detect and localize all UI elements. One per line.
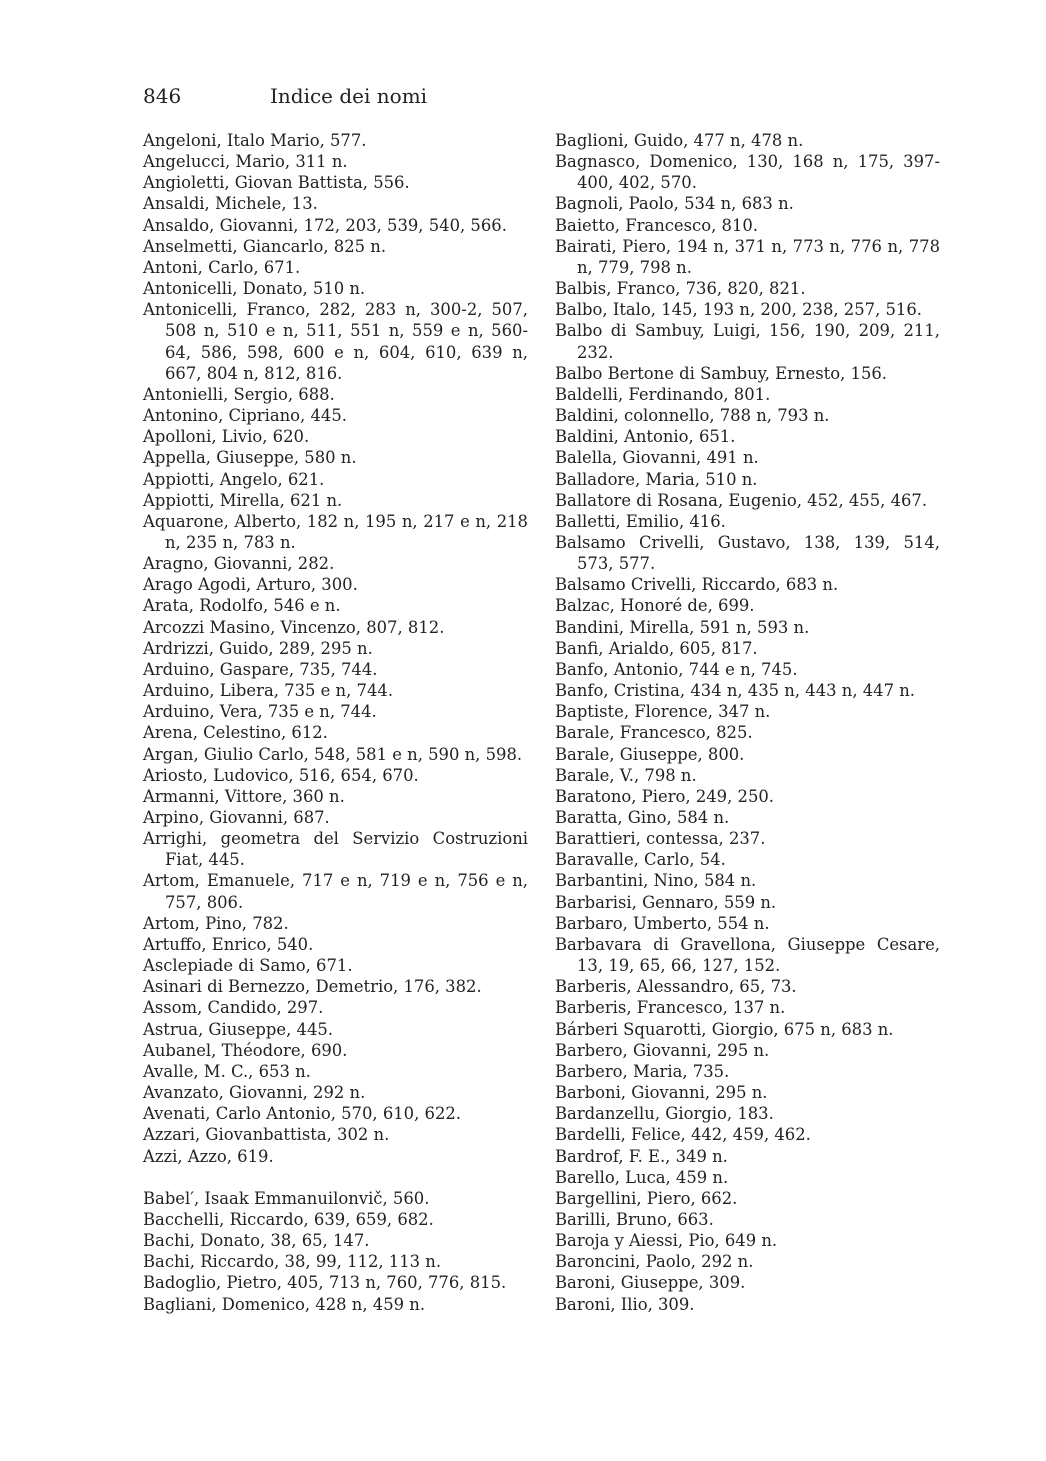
- index-entry: Bagliani, Domenico, 428 n, 459 n.: [143, 1294, 426, 1314]
- index-entry: Aubanel, Théodore, 690.: [143, 1040, 348, 1060]
- index-entry: Bairati, Piero, 194 n, 371 n, 773 n, 776 n, 778 n, 779, 798 n.: [555, 236, 940, 277]
- index-entry: Arduino, Libera, 735 e n, 744.: [143, 681, 394, 701]
- index-entry: Antonino, Cipriano, 445.: [143, 406, 347, 426]
- index-entry: Asinari di Bernezzo, Demetrio, 176, 382.: [143, 977, 482, 997]
- index-entry: Barboni, Giovanni, 295 n.: [555, 1083, 768, 1103]
- index-entry: Antonielli, Sergio, 688.: [143, 384, 335, 404]
- index-entry: Bagnoli, Paolo, 534 n, 683 n.: [555, 194, 794, 214]
- index-entry: Anselmetti, Giancarlo, 825 n.: [143, 236, 387, 256]
- index-entry: Baptiste, Florence, 347 n.: [555, 702, 771, 722]
- index-entry: Baroni, Ilio, 309.: [555, 1294, 695, 1314]
- index-entry: Balbo, Italo, 145, 193 n, 200, 238, 257, 516.: [555, 300, 922, 320]
- index-entry: Barilli, Bruno, 663.: [555, 1209, 714, 1229]
- index-entry: Asclepiade di Samo, 671.: [143, 956, 353, 976]
- index-entry: Arrighi, geometra del Servizio Costruzioni Fiat, 445.: [143, 829, 528, 870]
- index-column-left: [143, 130, 528, 1315]
- index-entry: Angelucci, Mario, 311 n.: [143, 152, 348, 172]
- index-entry: Baratono, Piero, 249, 250.: [555, 786, 775, 806]
- index-entry: Baroncini, Paolo, 292 n.: [555, 1252, 754, 1272]
- index-entry: Barbaro, Umberto, 554 n.: [555, 913, 770, 933]
- index-entry: Aquarone, Alberto, 182 n, 195 n, 217 e n, 218 n, 235 n, 783 n.: [143, 511, 528, 552]
- index-entry: Apolloni, Livio, 620.: [143, 427, 310, 447]
- index-entry: Azzi, Azzo, 619.: [143, 1146, 274, 1166]
- index-entry: Balella, Giovanni, 491 n.: [555, 448, 759, 468]
- index-entry: Baratta, Gino, 584 n.: [555, 808, 730, 827]
- index-entry: Angeloni, Italo Mario, 577.: [143, 131, 367, 150]
- index-entry: Barale, Francesco, 825.: [555, 723, 753, 743]
- running-header: [143, 84, 427, 108]
- index-entry: Appiotti, Angelo, 621.: [143, 469, 325, 489]
- index-entry: Bagnasco, Domenico, 130, 168 n, 175, 397-400, 402, 570.: [555, 152, 940, 193]
- index-entry: Bardanzellu, Giorgio, 183.: [555, 1104, 774, 1124]
- index-entry: Baravalle, Carlo, 54.: [555, 850, 726, 870]
- index-entry: Baroja y Aiessi, Pio, 649 n.: [555, 1231, 778, 1251]
- index-entry: Banfo, Antonio, 744 e n, 745.: [555, 659, 798, 679]
- index-entry: Angioletti, Giovan Battista, 556.: [143, 173, 410, 193]
- index-entry: Appiotti, Mirella, 621 n.: [143, 490, 343, 510]
- index-entry: Barberis, Alessandro, 65, 73.: [555, 977, 797, 997]
- index-entry: Aragno, Giovanni, 282.: [143, 554, 335, 574]
- index-entry: Baietto, Francesco, 810.: [555, 215, 759, 235]
- index-entry: Barbero, Giovanni, 295 n.: [555, 1040, 770, 1060]
- index-entry: Barattieri, contessa, 237.: [555, 829, 766, 849]
- index-entry: Barbarisi, Gennaro, 559 n.: [555, 892, 777, 912]
- index-entry: Artom, Pino, 782.: [143, 913, 289, 933]
- index-entry: Balletti, Emilio, 416.: [555, 511, 726, 531]
- index-entry: Bargellini, Piero, 662.: [555, 1188, 738, 1208]
- index-entry: Baldelli, Ferdinando, 801.: [555, 384, 771, 404]
- index-entry: Arata, Rodolfo, 546 e n.: [143, 596, 341, 616]
- section-gap: [143, 1167, 528, 1188]
- index-entry: Bardelli, Felice, 442, 459, 462.: [555, 1125, 811, 1145]
- index-entry: Ardrizzi, Guido, 289, 295 n.: [143, 638, 373, 658]
- index-entry: Balbo Bertone di Sambuy, Ernesto, 156.: [555, 363, 888, 383]
- index-entry: Artuffo, Enrico, 540.: [143, 934, 314, 954]
- index-entry: Baldini, colonnello, 788 n, 793 n.: [555, 406, 830, 426]
- index-entry: Arena, Celestino, 612.: [143, 723, 328, 743]
- index-entry: Arpino, Giovanni, 687.: [143, 808, 330, 827]
- index-entry: Balbo di Sambuy, Luigi, 156, 190, 209, 211, 232.: [555, 321, 940, 362]
- index-entry: Balladore, Maria, 510 n.: [555, 469, 758, 489]
- index-entry: Bachi, Riccardo, 38, 99, 112, 113 n.: [143, 1252, 442, 1272]
- index-entry: Avalle, M. C., 653 n.: [143, 1061, 311, 1081]
- index-entry: Ariosto, Ludovico, 516, 654, 670.: [143, 765, 419, 785]
- index-entry: Arduino, Vera, 735 e n, 744.: [143, 702, 377, 722]
- index-entry: Banfi, Arialdo, 605, 817.: [555, 638, 758, 658]
- index-entry: Barberis, Francesco, 137 n.: [555, 998, 786, 1018]
- index-entry: Artom, Emanuele, 717 e n, 719 e n, 756 e n, 757, 806.: [143, 871, 528, 912]
- index-entry: Badoglio, Pietro, 405, 713 n, 760, 776, 815.: [143, 1273, 507, 1293]
- index-entry: Ballatore di Rosana, Eugenio, 452, 455, 467.: [555, 490, 928, 510]
- index-entry: Banfo, Cristina, 434 n, 435 n, 443 n, 447 n.: [555, 681, 916, 701]
- index-entry: Baglioni, Guido, 477 n, 478 n.: [555, 131, 804, 150]
- index-entry: Bacchelli, Riccardo, 639, 659, 682.: [143, 1209, 434, 1229]
- index-entry: Barbantini, Nino, 584 n.: [555, 871, 757, 891]
- index-entry: Argan, Giulio Carlo, 548, 581 e n, 590 n, 598.: [143, 744, 523, 764]
- index-entry: Antoni, Carlo, 671.: [143, 257, 301, 277]
- index-entry: Balsamo Crivelli, Riccardo, 683 n.: [555, 575, 839, 595]
- index-entry: Barale, Giuseppe, 800.: [555, 744, 745, 764]
- index-entry: Barbero, Maria, 735.: [555, 1061, 730, 1081]
- index-entry: Arcozzi Masino, Vincenzo, 807, 812.: [143, 617, 445, 637]
- index-entry: Bárberi Squarotti, Giorgio, 675 n, 683 n.: [555, 1019, 894, 1039]
- index-entry: Appella, Giuseppe, 580 n.: [143, 448, 357, 468]
- index-entry: Barello, Luca, 459 n.: [555, 1167, 729, 1187]
- index-entry: Avanzato, Giovanni, 292 n.: [143, 1083, 366, 1103]
- page-number: 846: [143, 84, 182, 108]
- index-entry: Antonicelli, Donato, 510 n.: [143, 279, 366, 299]
- index-entry: Avenati, Carlo Antonio, 570, 610, 622.: [143, 1104, 462, 1124]
- index-entry: Balsamo Crivelli, Gustavo, 138, 139, 514, 573, 577.: [555, 532, 940, 574]
- index-entry: Astrua, Giuseppe, 445.: [143, 1019, 334, 1039]
- index-entry: Armanni, Vittore, 360 n.: [143, 786, 345, 806]
- index-entry: Baroni, Giuseppe, 309.: [555, 1273, 746, 1293]
- index-entry: Assom, Candido, 297.: [143, 998, 324, 1018]
- index-entry: Ansaldo, Giovanni, 172, 203, 539, 540, 566.: [143, 215, 507, 235]
- index-entry: Balbis, Franco, 736, 820, 821.: [555, 279, 806, 299]
- index-entry: Bachi, Donato, 38, 65, 147.: [143, 1231, 370, 1251]
- index-entry: Balzac, Honoré de, 699.: [555, 596, 755, 616]
- index-entry: Barbavara di Gravellona, Giuseppe Cesare, 13, 19, 65, 66, 127, 152.: [555, 934, 940, 976]
- index-entry: Ansaldi, Michele, 13.: [143, 194, 318, 214]
- index-entry: Barale, V., 798 n.: [555, 765, 697, 785]
- page-title: Indice dei nomi: [270, 84, 428, 108]
- index-entry: Bandini, Mirella, 591 n, 593 n.: [555, 617, 810, 637]
- index-entry: Bardrof, F. E., 349 n.: [555, 1146, 728, 1166]
- index-column-right: [555, 130, 940, 1315]
- index-entry: Azzari, Giovanbattista, 302 n.: [143, 1125, 390, 1145]
- index-entry: Arago Agodi, Arturo, 300.: [143, 575, 358, 595]
- index-entry: Antonicelli, Franco, 282, 283 n, 300-2, 507, 508 n, 510 e n, 511, 551 n, 559 e n, 560-64, 586, 598, 600 e n, 604, 610, 639 n, 667, 804 n, 812, 816.: [143, 300, 528, 383]
- index-entry: Arduino, Gaspare, 735, 744.: [143, 659, 378, 679]
- index-entry: Babel′, Isaak Emmanuilonvič, 560.: [143, 1188, 430, 1208]
- index-entry: Baldini, Antonio, 651.: [555, 427, 736, 447]
